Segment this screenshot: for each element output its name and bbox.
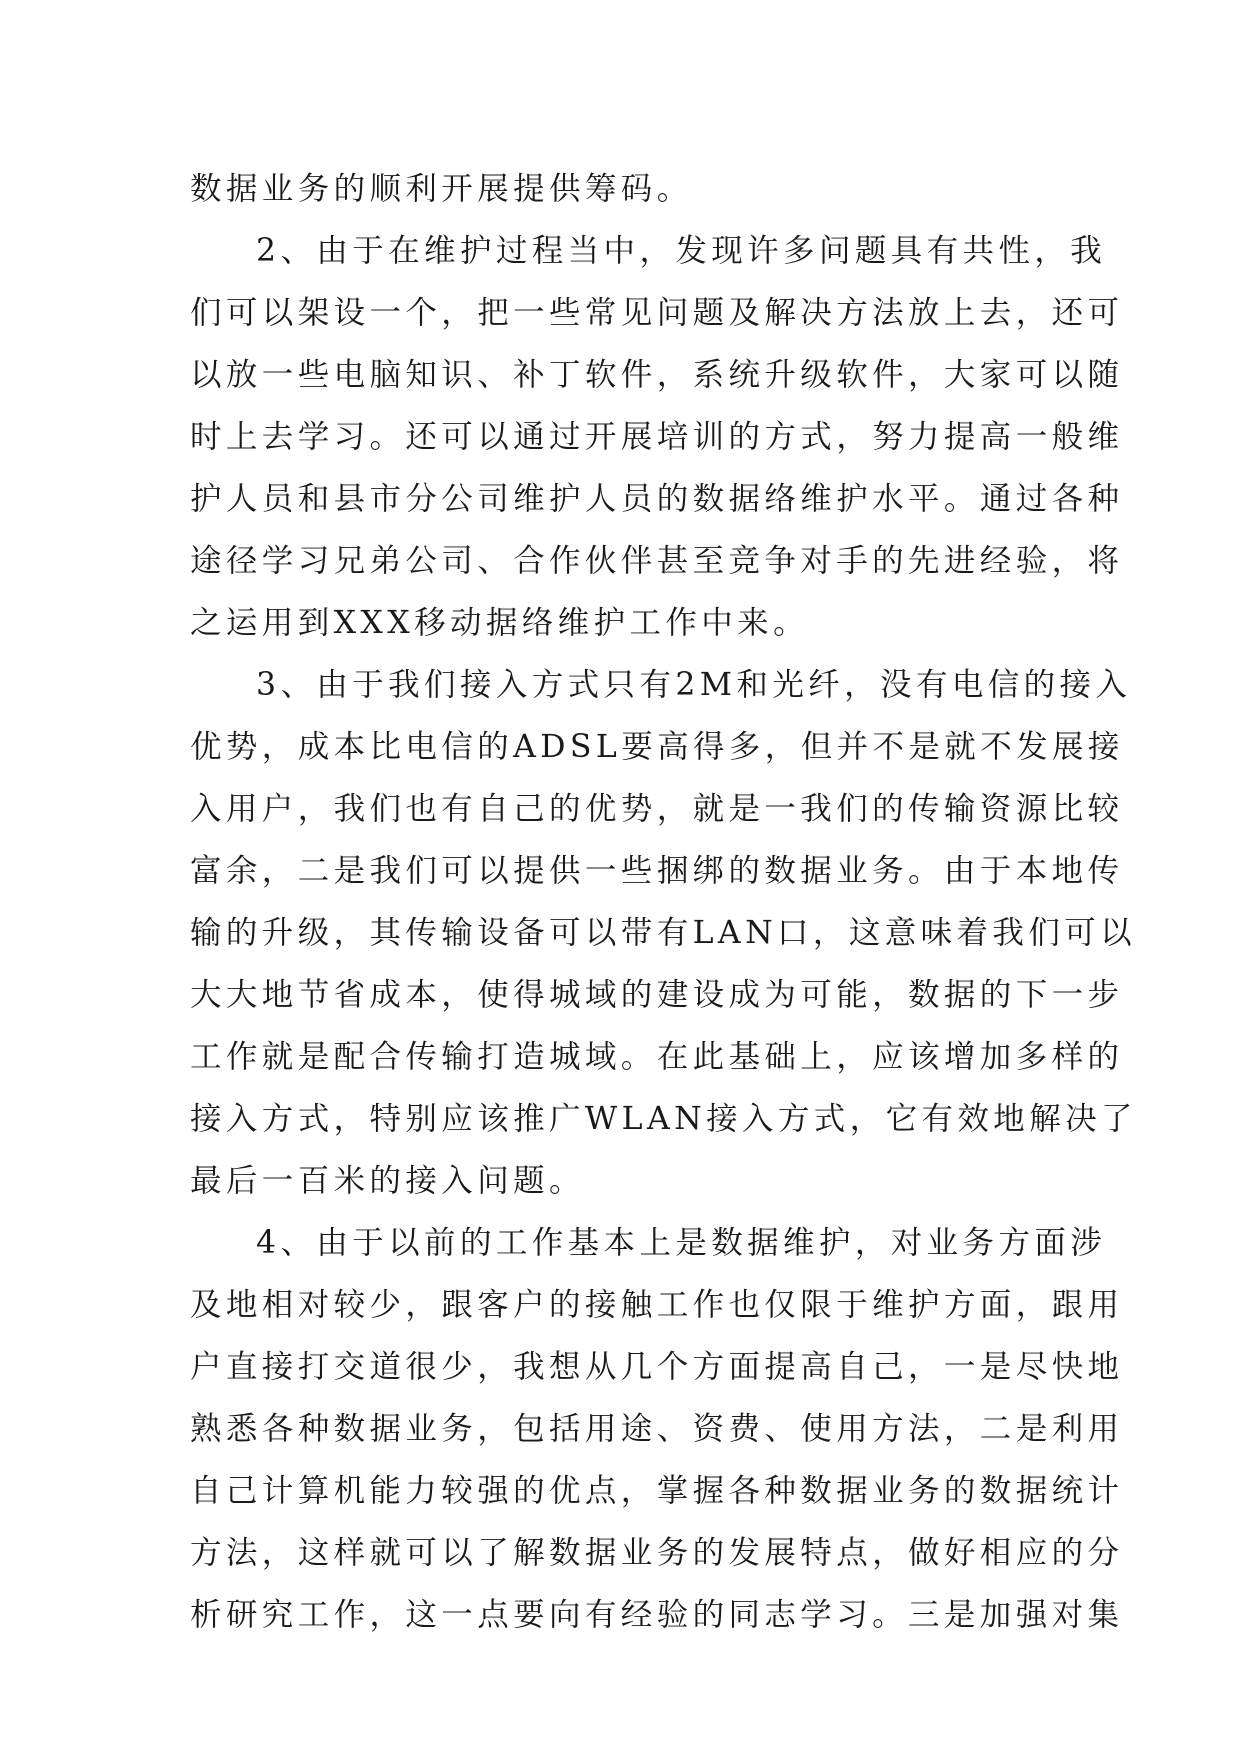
text-line: 方法，这样就可以了解数据业务的发展特点，做好相应的分 (190, 1535, 1124, 1571)
text-line: 最后一百米的接入问题。 (190, 1163, 585, 1199)
text-line: 输的升级，其传输设备可以带有LAN口，这意味着我们可以 (190, 915, 1137, 951)
paragraph-start-line: 3、由于我们接入方式只有2M和光纤，没有电信的接入 (256, 667, 1132, 703)
text-line: 们可以架设一个，把一些常见问题及解决方法放上去，还可 (190, 295, 1124, 331)
text-line: 护人员和县市分公司维护人员的数据络维护水平。通过各种 (190, 481, 1124, 517)
text-line: 以放一些电脑知识、补丁软件，系统升级软件，大家可以随 (190, 357, 1124, 393)
text-line: 自己计算机能力较强的优点，掌握各种数据业务的数据统计 (190, 1473, 1124, 1509)
paragraph-start-line: 4、由于以前的工作基本上是数据维护，对业务方面涉 (256, 1225, 1107, 1261)
text-line: 析研究工作，这一点要向有经验的同志学习。三是加强对集 (190, 1597, 1124, 1633)
text-line: 时上去学习。还可以通过开展培训的方式，努力提高一般维 (190, 419, 1124, 455)
document-body (190, 158, 1137, 1646)
paragraph-start-line: 2、由于在维护过程当中，发现许多问题具有共性，我 (256, 233, 1107, 269)
text-line: 熟悉各种数据业务，包括用途、资费、使用方法，二是利用 (190, 1411, 1124, 1447)
text-line: 户直接打交道很少，我想从几个方面提高自己，一是尽快地 (190, 1349, 1124, 1385)
text-line: 工作就是配合传输打造城域。在此基础上，应该增加多样的 (190, 1039, 1124, 1075)
text-line: 富余，二是我们可以提供一些捆绑的数据业务。由于本地传 (190, 853, 1124, 889)
text-line: 数据业务的顺利开展提供筹码。 (190, 171, 693, 207)
text-line: 大大地节省成本，使得城域的建设成为可能，数据的下一步 (190, 977, 1124, 1013)
text-line: 之运用到XXX移动据络维护工作中来。 (190, 605, 809, 641)
text-line: 接入方式，特别应该推广WLAN接入方式，它有效地解决了 (190, 1101, 1137, 1137)
text-line: 及地相对较少，跟客户的接触工作也仅限于维护方面，跟用 (190, 1287, 1124, 1323)
text-line: 优势，成本比电信的ADSL要高得多，但并不是就不发展接 (190, 729, 1124, 765)
text-line: 途径学习兄弟公司、合作伙伴甚至竞争对手的先进经验，将 (190, 543, 1124, 579)
text-line: 入用户，我们也有自己的优势，就是一我们的传输资源比较 (190, 791, 1124, 827)
